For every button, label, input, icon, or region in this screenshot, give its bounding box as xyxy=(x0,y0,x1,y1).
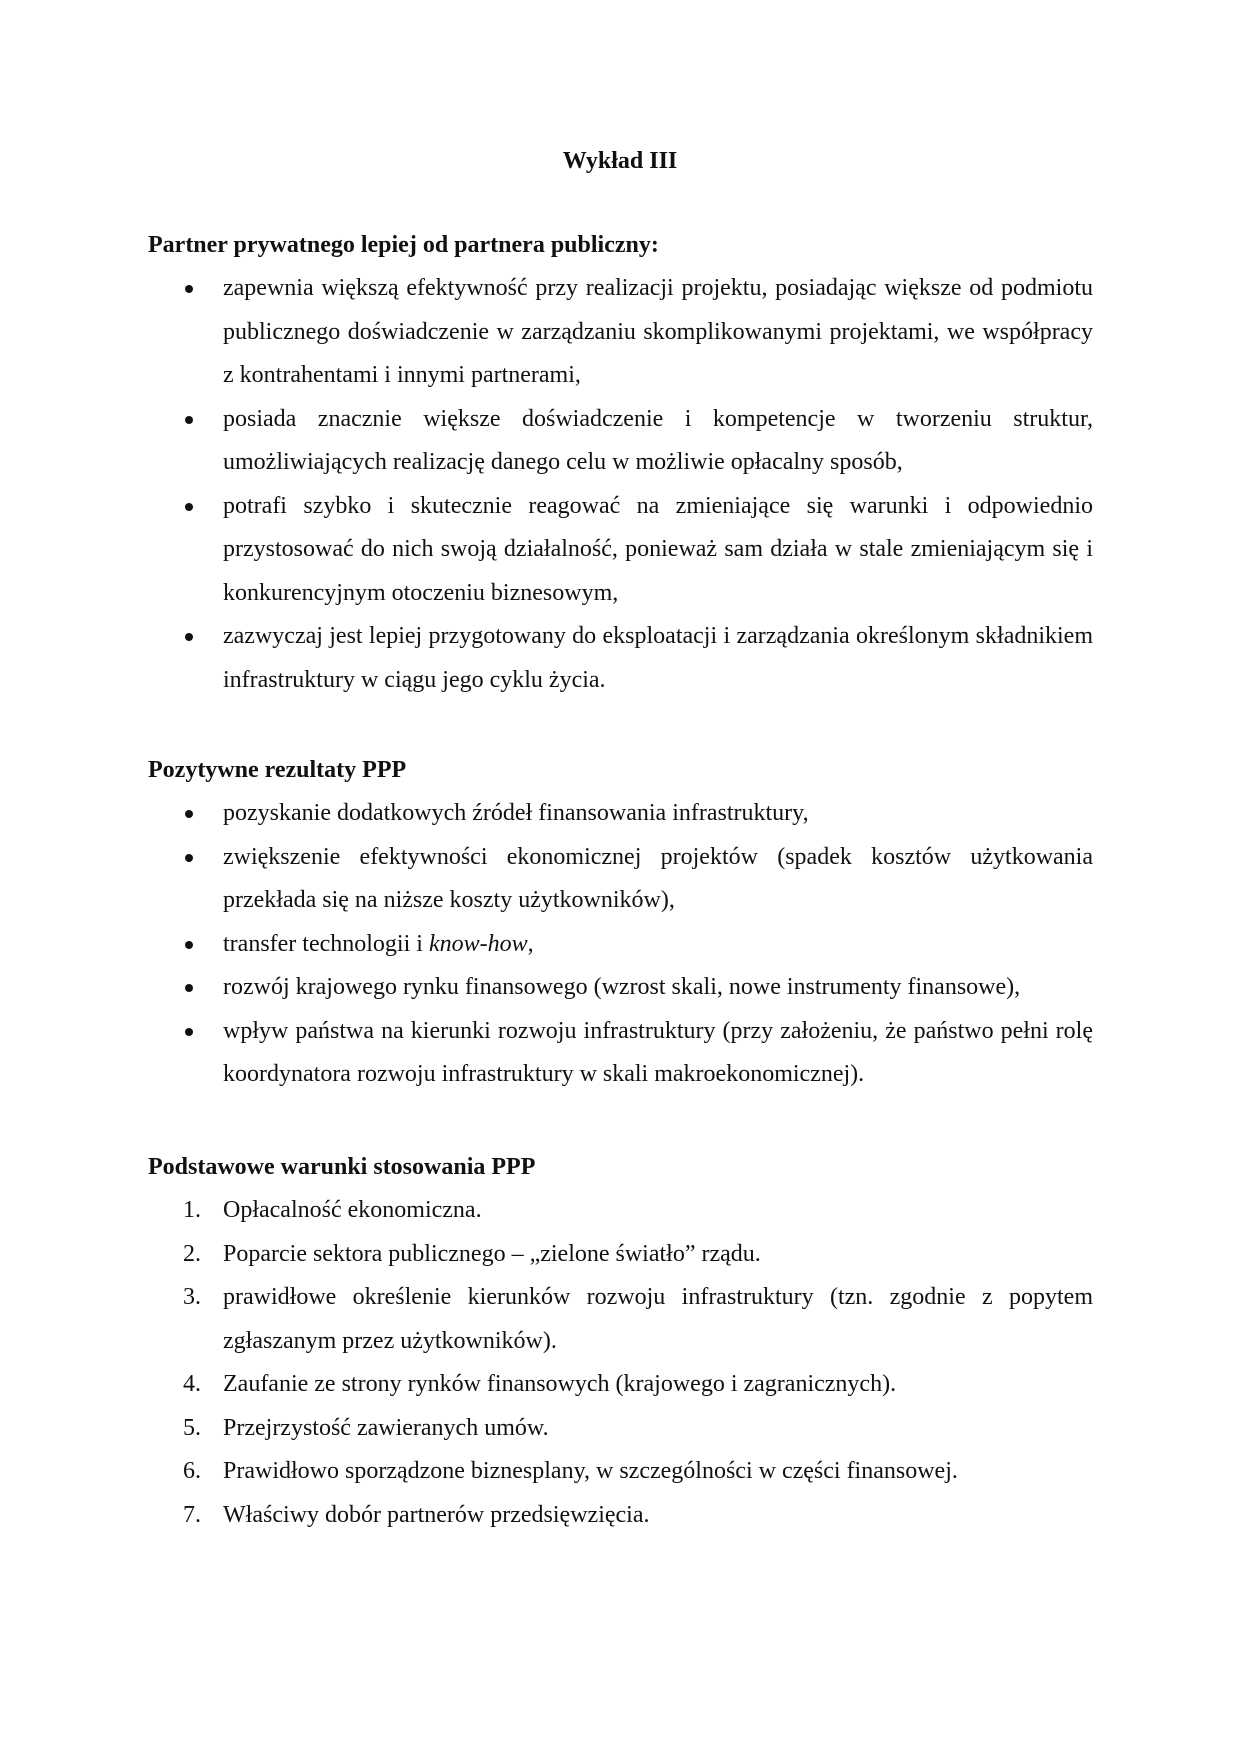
list-item-text: Właściwy dobór partnerów przedsięwzięcia. xyxy=(223,1501,650,1528)
bullet-icon xyxy=(185,285,193,293)
section-heading: Podstawowe warunki stosowania PPP xyxy=(148,1154,536,1180)
list-item-text: zwiększenie efektywności ekonomicznej projektów (spadek kosztów użytkowania przekłada się na niższe koszty użytkowników), xyxy=(223,843,1093,913)
section-private-partner-advantages xyxy=(148,230,1093,702)
numbered-list xyxy=(148,1189,1093,1537)
list-item-text: wpływ państwa na kierunki rozwoju infrastruktury (przy założeniu, że państwo pełni rolę koordynatora rozwoju infrastruktury w skali makroekonomicznej). xyxy=(223,1017,1093,1087)
list-item-text: posiada znacznie większe doświadczenie i kompetencje w tworzeniu struktur, umożliwiających realizację danego celu w możliwie opłacalny sposób, xyxy=(223,405,1093,475)
list-item xyxy=(148,1010,1093,1097)
list-item xyxy=(148,1233,1093,1277)
list-item-number: 4. xyxy=(183,1371,201,1397)
list-item-text-suffix: , xyxy=(527,930,534,957)
list-item-text: transfer technologii i xyxy=(223,930,429,957)
list-item xyxy=(148,1276,1093,1363)
list-item xyxy=(148,923,1093,967)
list-item-number: 6. xyxy=(183,1458,201,1484)
list-item-number: 1. xyxy=(183,1197,201,1223)
list-item-text: rozwój krajowego rynku finansowego (wzrost skali, nowe instrumenty finansowe), xyxy=(223,974,1021,1000)
list-item-number: 5. xyxy=(183,1414,201,1441)
bullet-icon xyxy=(185,810,193,818)
bullet-icon xyxy=(185,503,193,511)
section-heading: Partner prywatnego lepiej od partnera publiczny: xyxy=(148,232,659,258)
list-item-number: 3. xyxy=(183,1284,201,1310)
list-item-text: Przejrzystość zawieranych umów. xyxy=(223,1414,549,1441)
bullet-icon xyxy=(185,854,193,862)
bullet-icon xyxy=(185,984,193,992)
list-item xyxy=(148,615,1093,702)
list-item xyxy=(148,792,1093,836)
list-item xyxy=(148,1407,1093,1451)
list-item-text: Zaufanie ze strony rynków finansowych (krajowego i zagranicznych). xyxy=(223,1371,897,1397)
list-item xyxy=(148,398,1093,485)
bullet-list xyxy=(148,792,1093,1097)
list-item-text: Prawidłowo sporządzone biznesplany, w szczególności w części finansowej. xyxy=(223,1458,958,1484)
list-item xyxy=(148,267,1093,398)
section-ppp-positive-results xyxy=(148,755,1093,1097)
section-heading: Pozytywne rezultaty PPP xyxy=(148,757,407,783)
list-item-text: zazwyczaj jest lepiej przygotowany do eksploatacji i zarządzania określonym składnikiem infrastruktury w ciągu jego cyklu życia. xyxy=(223,623,1093,693)
bullet-list xyxy=(148,267,1093,702)
list-item xyxy=(148,485,1093,616)
list-item-text: prawidłowe określenie kierunków rozwoju infrastruktury (tzn. zgodnie z popytem zgłaszanym przez użytkowników). xyxy=(223,1284,1093,1354)
bullet-icon xyxy=(185,416,193,424)
list-item-text: Poparcie sektora publicznego – „zielone światło” rządu. xyxy=(223,1240,761,1267)
list-item-text: Opłacalność ekonomiczna. xyxy=(223,1197,482,1223)
list-item-text: potrafi szybko i skutecznie reagować na zmieniające się warunki i odpowiednio przystosować do nich swoją działalność, ponieważ sam działa w stale zmieniającym się i konkurencyjnym otoczeniu biznesowym, xyxy=(223,492,1093,606)
bullet-icon xyxy=(185,633,193,641)
list-item-text: zapewnia większą efektywność przy realizacji projektu, posiadając większe od podmiotu publicznego doświadczenie w zarządzaniu skomplikowanymi projektami, we współpracy z kontrahentami i innymi partnerami, xyxy=(223,275,1093,388)
list-item-italic-text: know-how xyxy=(428,930,528,957)
list-item xyxy=(148,1189,1093,1233)
list-item xyxy=(148,1494,1093,1538)
bullet-icon xyxy=(185,941,193,949)
list-item-number: 7. xyxy=(183,1501,201,1528)
section-ppp-basic-conditions xyxy=(148,1152,1093,1537)
document-title: Wykład III xyxy=(562,148,678,174)
list-item xyxy=(148,836,1093,923)
list-item xyxy=(148,966,1093,1010)
list-item xyxy=(148,1450,1093,1494)
list-item-text: pozyskanie dodatkowych źródeł finansowania infrastruktury, xyxy=(223,800,809,826)
list-item-number: 2. xyxy=(183,1240,201,1267)
bullet-icon xyxy=(185,1028,193,1036)
list-item xyxy=(148,1363,1093,1407)
